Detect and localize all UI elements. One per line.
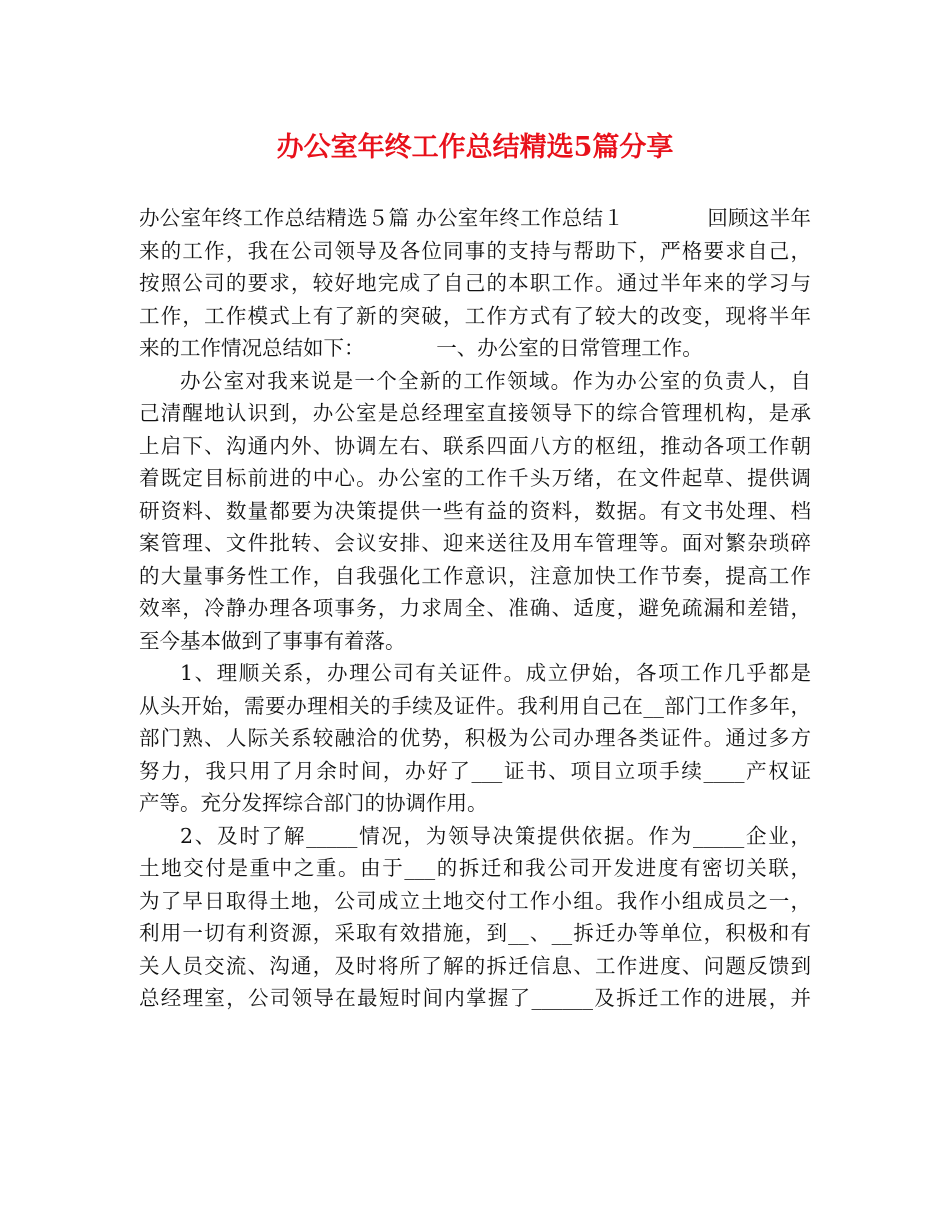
- text-line: 来的工作，我在公司领导及各位同事的支持与帮助下，严格要求自己，: [139, 238, 811, 263]
- text-line: 努力，我只用了月余时间，办好了___证书、项目立项手续____产权证: [139, 758, 811, 783]
- text-line: 办公室对我来说是一个全新的工作领域。作为办公室的负责人，自: [180, 368, 811, 393]
- text-line: 按照公司的要求，较好地完成了自己的本职工作。通过半年来的学习与: [139, 271, 811, 295]
- text-line: 着既定目标前进的中心。办公室的工作千头万绪，在文件起草、提供调: [139, 466, 811, 490]
- text-line: 为了早日取得土地，公司成立土地交付工作小组。我作小组成员之一，: [139, 888, 811, 913]
- text-line: 来的工作情况总结如下： 一、办公室的日常管理工作。: [139, 336, 703, 360]
- text-line: 己清醒地认识到，办公室是总经理室直接领导下的综合管理机构，是承: [139, 401, 811, 425]
- text-line: 1、理顺关系，办理公司有关证件。成立伊始，各项工作几乎都是: [180, 661, 811, 685]
- document-title: 办公室年终工作总结精选5篇分享: [276, 132, 674, 163]
- document-body: [139, 202, 811, 1015]
- text-line: 关人员交流、沟通，及时将所了解的拆迁信息、工作进度、问题反馈到: [139, 953, 811, 978]
- text-line: 总经理室，公司领导在最短时间内掌握了______及拆迁工作的进展，并: [139, 986, 811, 1010]
- text-line: 工作，工作模式上有了新的突破，工作方式有了较大的改变，现将半年: [139, 303, 811, 328]
- text-line: 至今基本做到了事事有着落。: [139, 628, 406, 653]
- text-line: 的大量事务性工作，自我强化工作意识，注意加快工作节奏，提高工作: [139, 563, 811, 588]
- text-line: 从头开始，需要办理相关的手续及证件。我利用自己在__部门工作多年，: [139, 693, 811, 718]
- text-line: 部门熟、人际关系较融洽的优势，积极为公司办理各类证件。通过多方: [139, 726, 811, 750]
- text-line: 产等。充分发挥综合部门的协调作用。: [139, 791, 488, 815]
- text-line: 研资料、数量都要为决策提供一些有益的资料，数据。有文书处理、档: [139, 498, 811, 523]
- text-line: 办公室年终工作总结精选５篇 办公室年终工作总结１ 回顾这半年: [139, 206, 811, 230]
- text-line: 2、及时了解_____情况，为领导决策提供依据。作为_____企业，: [180, 823, 811, 848]
- text-line: 效率，冷静办理各项事务，力求周全、准确、适度，避免疏漏和差错，: [139, 596, 811, 620]
- text-line: 利用一切有利资源，采取有效措施，到__、__拆迁办等单位，积极和有: [139, 921, 811, 945]
- text-line: 案管理、文件批转、会议安排、迎来送往及用车管理等。面对繁杂琐碎: [139, 531, 811, 555]
- text-line: 土地交付是重中之重。由于___的拆迁和我公司开发进度有密切关联，: [139, 856, 811, 880]
- text-line: 上启下、沟通内外、协调左右、联系四面八方的枢纽，推动各项工作朝: [139, 433, 811, 458]
